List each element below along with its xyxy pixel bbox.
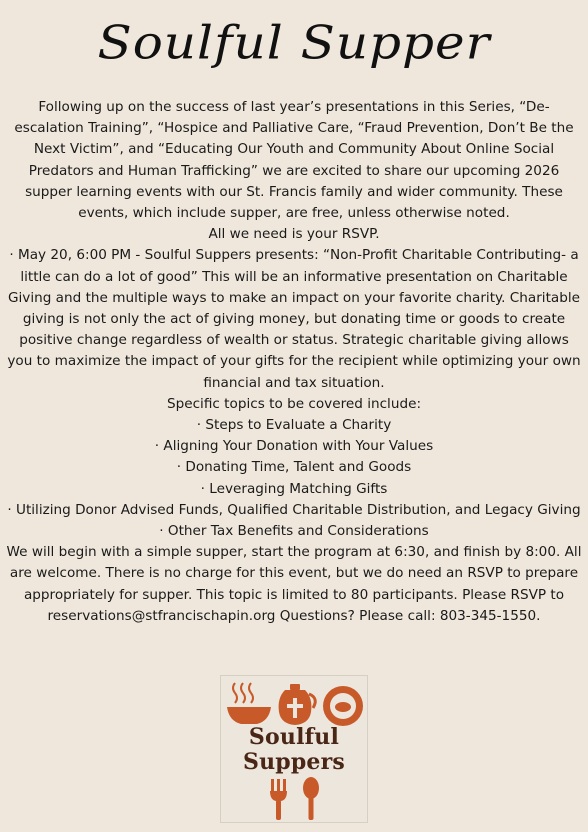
topic-item: · Utilizing Donor Advised Funds, Qualified Charitable Distribution, and Legacy Giving <box>7 501 581 518</box>
topic-item: · Steps to Evaluate a Charity <box>196 417 392 434</box>
rsvp-note: All we need is your RSVP. <box>208 226 380 243</box>
flyer-body <box>6 97 582 627</box>
spoon-icon <box>303 777 319 820</box>
fork-icon <box>270 779 287 820</box>
cross-jug-icon <box>279 684 316 725</box>
topic-item: · Other Tax Benefits and Considerations <box>159 523 429 540</box>
logo-text-suppers: Suppers <box>242 749 346 775</box>
event-description: · May 20, 6:00 PM - Soulful Suppers presents: “Non-Profit Charitable Contributing- a little can do a lot of good” This will be an informative presentation on Charitable Giving and the multiple ways to make an impact on your favorite charity. Charitable giving is not only the act of giving money, but donating time or goods to create positive change regardless of wealth or status. Strategic charitable giving allows you to maximize the impact of your gifts for the recipient while optimizing your own financial and tax situation. <box>7 247 581 391</box>
page-title: Soulful Supper <box>97 16 491 70</box>
topic-item: · Aligning Your Donation with Your Values <box>154 438 434 455</box>
intro-paragraph: Following up on the success of last year’s presentations in this Series, “De-escalation Training”, “Hospice and Palliative Care, “Fraud Prevention, Don’t Be the Next Victim”, and “Educating Our Youth and Community About Online Social Predators and Human Trafficking” we are excited to share our upcoming 2026 supper learning events with our St. Francis family and wider community. These events, which include supper, are free, unless otherwise noted. <box>14 99 574 222</box>
topic-item: · Leveraging Matching Gifts <box>200 480 388 497</box>
logo-text-soulful: Soulful <box>248 724 340 750</box>
soulful-suppers-logo <box>221 676 367 822</box>
topics-heading: Specific topics to be covered include: <box>166 395 422 412</box>
soup-bowl-icon <box>227 683 271 724</box>
topic-item: · Donating Time, Talent and Goods <box>176 459 412 476</box>
closing-paragraph: We will begin with a simple supper, start the program at 6:30, and finish by 8:00. All are welcome. There is no charge for this event, but we do need an RSVP to prepare appropriately for supper. This topic is limited to 80 participants. Please RSVP to reservations@stfrancischapin.org Questions? Please call: 803-345-1550. <box>6 544 582 624</box>
bread-plate-icon <box>323 686 363 726</box>
